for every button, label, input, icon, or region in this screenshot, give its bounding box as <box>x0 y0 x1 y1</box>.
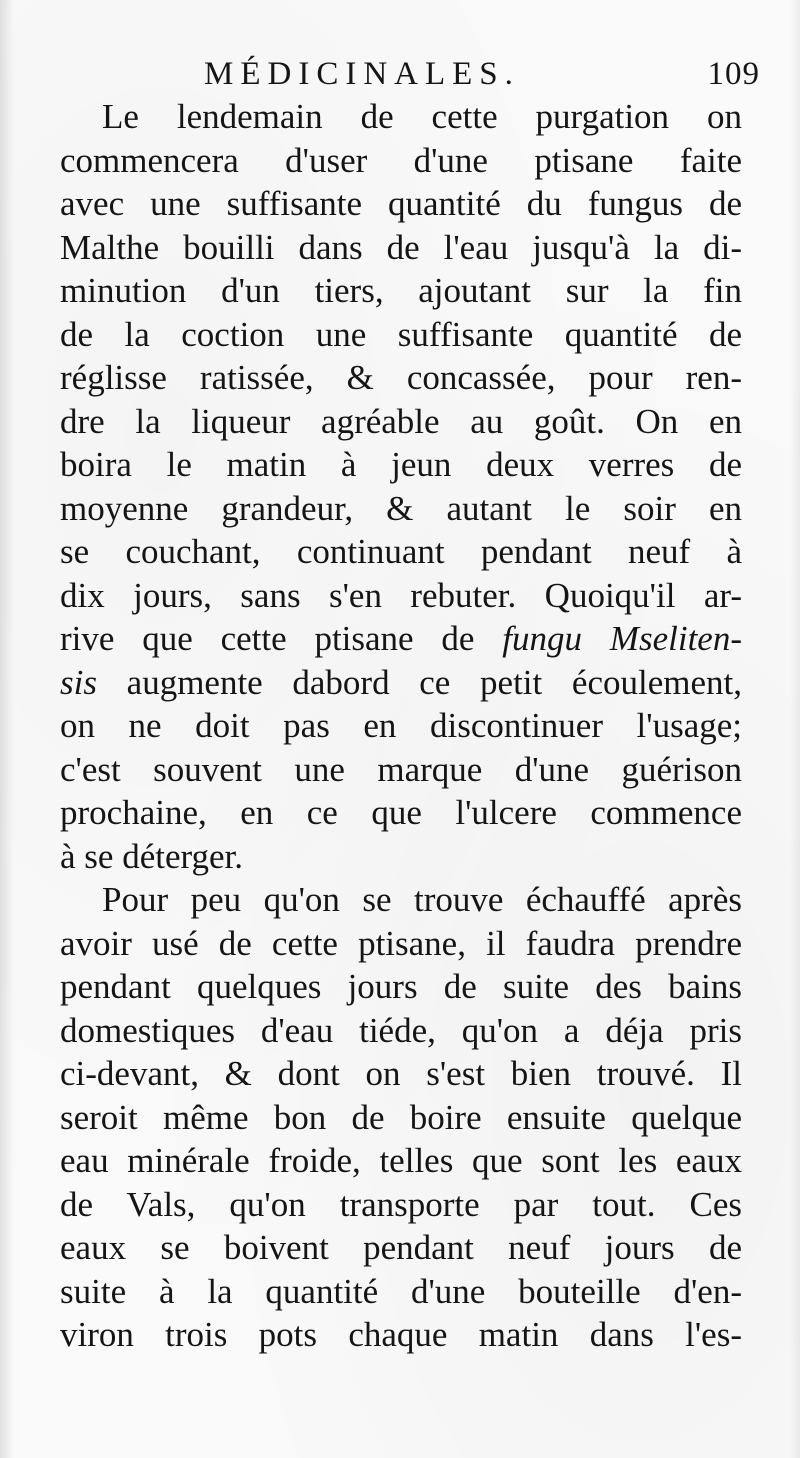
text-line: eau minérale froide, telles que sont les eaux <box>60 1141 742 1180</box>
text-line: Le lendemain de cette purgation on <box>102 97 742 136</box>
page-edge-shadow <box>790 0 800 1458</box>
text-line: domestiques d'eau tiéde, qu'on a déja pris <box>60 1010 742 1050</box>
text-line: moyenne grandeur, & autant le soir en <box>60 488 742 528</box>
text-line: suite à la quantité d'une bouteille d'en- <box>60 1271 742 1311</box>
text-line: dix jours, sans s'en rebuter. Quoiqu'il ar- <box>60 575 742 615</box>
text-line: viron trois pots chaque matin dans l'es- <box>60 1315 742 1354</box>
running-title: MÉDICINALES. <box>204 56 520 92</box>
body-text <box>60 95 742 1357</box>
text-line: réglisse ratissée, & concassée, pour ren- <box>60 358 742 397</box>
text-line: boira le matin à jeun deux verres de <box>60 445 742 484</box>
text-segment: rive que cette ptisane de <box>60 619 503 658</box>
text-line: eaux se boivent pendant neuf jours de <box>60 1228 742 1267</box>
text-line: Pour peu qu'on se trouve échauffé après <box>102 880 742 919</box>
text-line: seroit même bon de boire ensuite quelque <box>60 1097 742 1137</box>
text-line: Malthe bouilli dans de l'eau jusqu'à la di- <box>60 227 742 267</box>
text-line-with-italic <box>60 617 742 661</box>
text-line-with-italic <box>60 661 742 705</box>
page-number: 109 <box>707 56 760 92</box>
text-line: avoir usé de cette ptisane, il faudra prendre <box>60 923 742 963</box>
text-line: dre la liqueur agréable au goût. On en <box>60 401 742 441</box>
text-line: commencera d'user d'une ptisane faite <box>60 140 742 180</box>
text-line: on ne doit pas en discontinuer l'usage; <box>60 706 742 745</box>
page-gutter-shadow <box>0 0 14 1458</box>
text-line: pendant quelques jours de suite des bains <box>60 967 742 1006</box>
text-line: avec une suffisante quantité du fungus de <box>60 184 742 223</box>
italic-latin-term: fungu Mseliten- <box>502 619 742 658</box>
text-line: de la coction une suffisante quantité de <box>60 314 742 354</box>
text-segment: augmente dabord ce petit écoulement, <box>96 662 742 702</box>
text-line: c'est souvent une marque d'une guérison <box>60 749 742 789</box>
italic-latin-term: sis <box>60 662 97 702</box>
text-line: prochaine, en ce que l'ulcere commence <box>60 793 742 832</box>
text-line: ci-devant, & dont on s'est bien trouvé. Il <box>60 1054 742 1093</box>
text-line: de Vals, qu'on transporte par tout. Ces <box>60 1184 742 1224</box>
text-line: minution d'un tiers, ajoutant sur la fin <box>60 271 742 310</box>
text-line: se couchant, continuant pendant neuf à <box>60 532 742 571</box>
text-line: à se déterger. <box>60 836 244 876</box>
paragraph-1 <box>60 95 742 878</box>
paragraph-2 <box>60 878 742 1357</box>
running-head <box>58 52 760 96</box>
